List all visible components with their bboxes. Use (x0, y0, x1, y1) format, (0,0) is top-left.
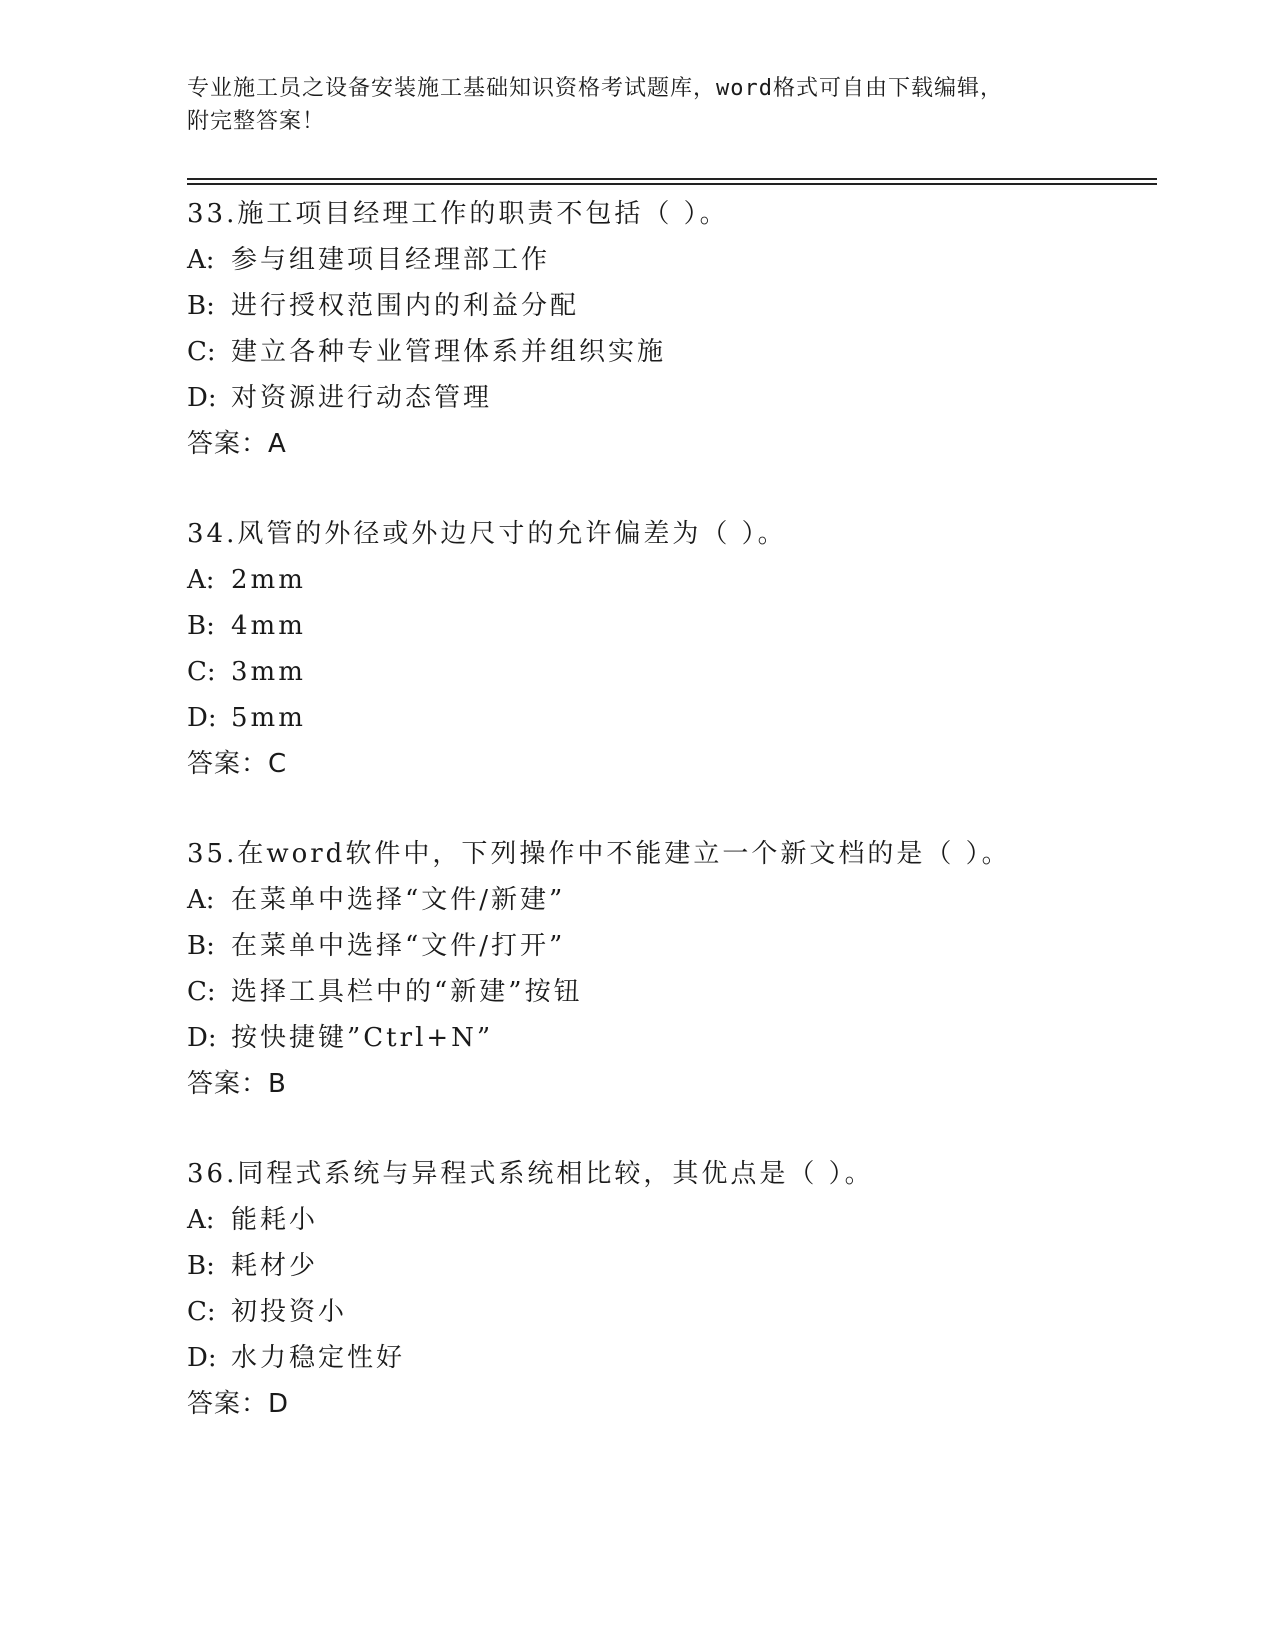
option-d (187, 695, 1157, 741)
option-b (187, 923, 1157, 969)
question-36 (187, 1151, 1157, 1427)
option-c (187, 1289, 1157, 1335)
option-letter: C: (187, 657, 216, 687)
option-d (187, 1015, 1157, 1061)
option-letter: B: (187, 611, 215, 641)
option-a (187, 557, 1157, 603)
option-text: 3mm (231, 657, 306, 687)
option-letter: A: (187, 885, 215, 915)
answer-line: 答案：D (187, 1389, 290, 1419)
option-c (187, 649, 1157, 695)
option-letter: A: (187, 245, 215, 275)
option-c (187, 969, 1157, 1015)
option-letter: C: (187, 977, 216, 1007)
question-stem: 33.施工项目经理工作的职责不包括（ ）。 (187, 199, 729, 229)
answer-line: 答案：A (187, 429, 287, 459)
option-d (187, 375, 1157, 421)
option-text: 按快捷键”Ctrl+N” (231, 1023, 494, 1053)
option-letter: C: (187, 337, 216, 367)
option-letter: B: (187, 1251, 215, 1281)
option-a (187, 237, 1157, 283)
option-letter: D: (187, 383, 217, 413)
question-34 (187, 511, 1157, 787)
option-letter: D: (187, 1343, 217, 1373)
option-text: 2mm (231, 565, 306, 595)
option-letter: C: (187, 1297, 216, 1327)
option-d (187, 1335, 1157, 1381)
option-c (187, 329, 1157, 375)
option-text: 耗材少 (231, 1251, 319, 1281)
header-divider-bottom (187, 183, 1157, 185)
document-header (187, 72, 1067, 138)
answer-line: 答案：C (187, 749, 288, 779)
option-text: 建立各种专业管理体系并组织实施 (231, 337, 667, 367)
option-b (187, 1243, 1157, 1289)
header-divider-top (187, 178, 1157, 180)
option-a (187, 1197, 1157, 1243)
option-text: 水力稳定性好 (231, 1343, 406, 1373)
option-letter: D: (187, 1023, 217, 1053)
option-letter: B: (187, 931, 215, 961)
option-b (187, 603, 1157, 649)
option-letter: D: (187, 703, 217, 733)
question-33 (187, 191, 1157, 467)
question-stem: 34.风管的外径或外边尺寸的允许偏差为（ ）。 (187, 519, 787, 549)
option-a (187, 877, 1157, 923)
option-letter: A: (187, 565, 215, 595)
option-text: 在菜单中选择“文件/打开” (231, 931, 566, 961)
option-text: 4mm (231, 611, 306, 641)
option-letter: B: (187, 291, 215, 321)
question-35 (187, 831, 1157, 1107)
option-text: 进行授权范围内的利益分配 (231, 291, 580, 321)
option-text: 能耗小 (231, 1205, 319, 1235)
option-text: 5mm (231, 703, 306, 733)
question-stem: 36.同程式系统与异程式系统相比较，其优点是（ ）。 (187, 1159, 874, 1189)
question-stem: 35.在word软件中，下列操作中不能建立一个新文档的是（ ）。 (187, 839, 1011, 869)
option-text: 参与组建项目经理部工作 (231, 245, 551, 275)
option-b (187, 283, 1157, 329)
option-text: 选择工具栏中的“新建”按钮 (231, 977, 583, 1007)
option-letter: A: (187, 1205, 215, 1235)
option-text: 在菜单中选择“文件/新建” (231, 885, 566, 915)
header-line-1: 专业施工员之设备安装施工基础知识资格考试题库，word格式可自由下载编辑， (187, 76, 1003, 101)
option-text: 对资源进行动态管理 (231, 383, 493, 413)
header-line-2: 附完整答案！ (187, 109, 326, 134)
answer-line: 答案：B (187, 1069, 287, 1099)
option-text: 初投资小 (231, 1297, 348, 1327)
